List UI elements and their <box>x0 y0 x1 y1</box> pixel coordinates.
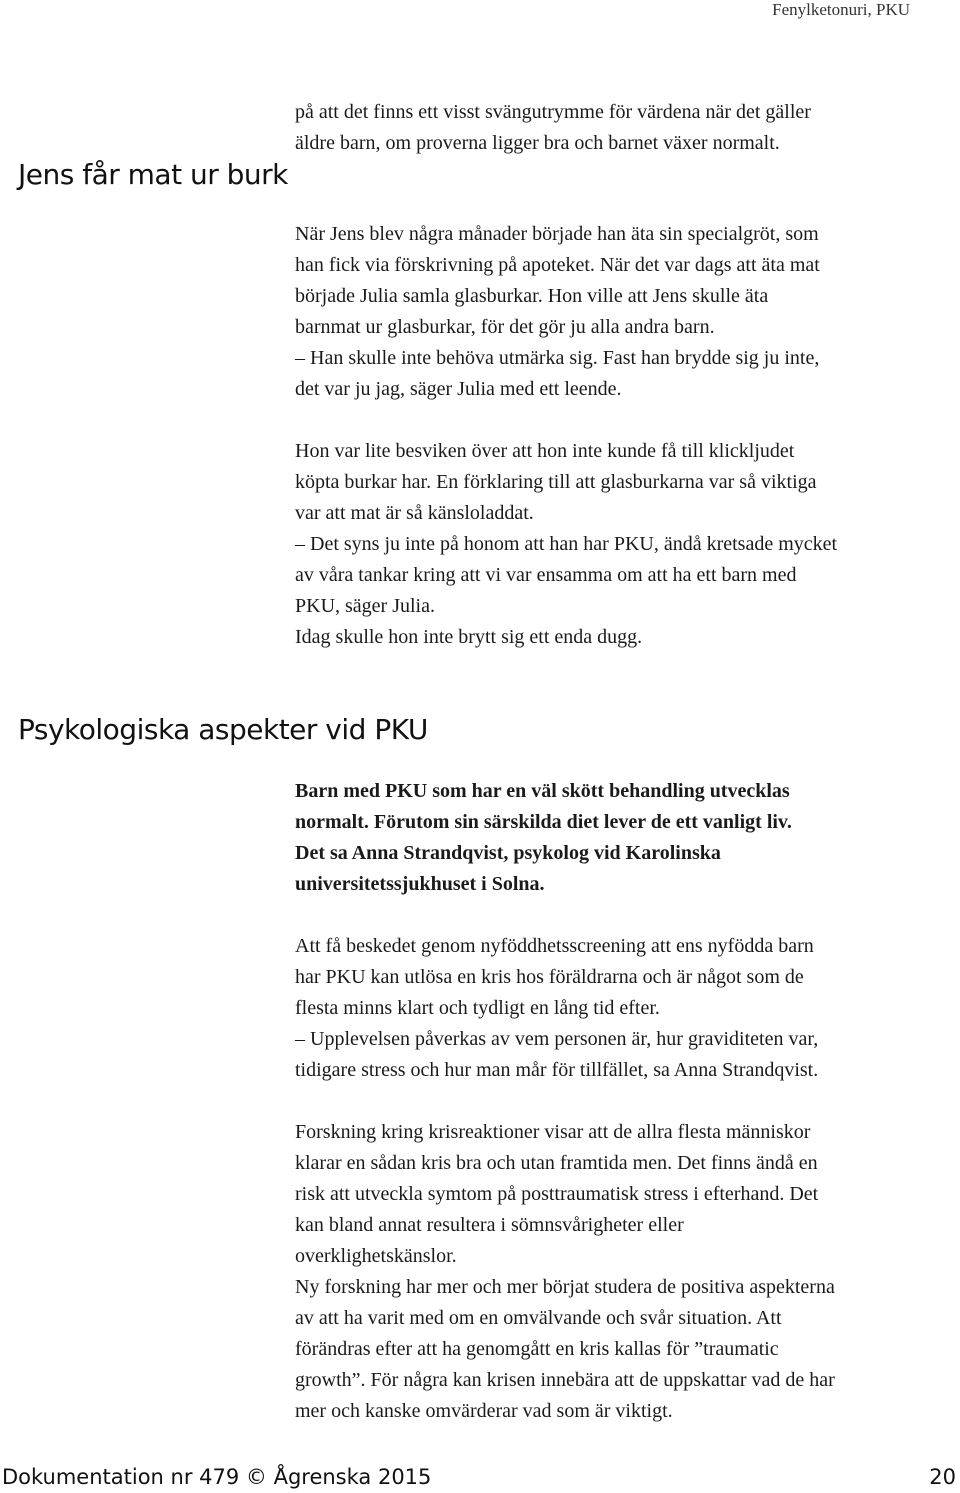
text-line: har PKU kan utlösa en kris hos föräldrarna och är något som de <box>295 966 804 988</box>
text-line: Ny forskning har mer och mer börjat studera de positiva aspekterna <box>295 1276 835 1298</box>
text-line: flesta minns klart och tydligt en lång tid efter. <box>295 997 660 1019</box>
lead-paragraph <box>295 776 935 900</box>
text-line: av våra tankar kring att vi var ensamma om att ha ett barn med <box>295 564 797 586</box>
text-line: mer och kanske omvärderar vad som är viktigt. <box>295 1400 673 1422</box>
text-line: – Han skulle inte behöva utmärka sig. Fast han brydde sig ju inte, <box>295 347 820 369</box>
text-line: – Det syns ju inte på honom att han har PKU, ändå kretsade mycket <box>295 533 838 555</box>
text-line: risk att utveckla symtom på posttraumatisk stress i efterhand. Det <box>295 1183 819 1205</box>
text-line: – Upplevelsen påverkas av vem personen är, hur graviditeten var, <box>295 1028 819 1050</box>
text-line: kan bland annat resultera i sömnsvårigheter eller <box>295 1214 684 1236</box>
text-line: förändras efter att ha genomgått en kris kallas för ”traumatic <box>295 1338 779 1360</box>
running-header: Fenylketonuri, PKU <box>772 0 910 19</box>
text-line: äldre barn, om proverna ligger bra och barnet växer normalt. <box>295 132 780 154</box>
text-line: overklighetskänslor. <box>295 1245 457 1267</box>
text-line: köpta burkar har. En förklaring till att glasburkarna var så viktiga <box>295 471 817 493</box>
text-line: Idag skulle hon inte brytt sig ett enda dugg. <box>295 626 643 648</box>
text-line: klarar en sådan kris bra och utan framtida men. Det finns ändå en <box>295 1152 818 1174</box>
text-line: universitetssjukhuset i Solna. <box>295 873 545 895</box>
text-line: Barn med PKU som har en väl skött behandling utvecklas <box>295 780 790 802</box>
paragraph <box>295 97 935 159</box>
text-line: PKU, säger Julia. <box>295 595 435 617</box>
text-line: growth”. För några kan krisen innebära att de uppskattar vad de har <box>295 1369 835 1391</box>
footer-document-label: Dokumentation nr 479 © Ågrenska 2015 <box>2 1465 432 1489</box>
text-line: barnmat ur glasburkar, för det gör ju alla andra barn. <box>295 316 715 338</box>
paragraph <box>295 436 935 653</box>
paragraph <box>295 931 935 1086</box>
text-line: Hon var lite besviken över att hon inte kunde få till klickljudet <box>295 440 795 462</box>
text-line: Forskning kring krisreaktioner visar att de allra flesta människor <box>295 1121 811 1143</box>
text-line: på att det finns ett visst svängutrymme för värdena när det gäller <box>295 101 811 123</box>
text-line: När Jens blev några månader började han äta sin specialgröt, som <box>295 223 819 245</box>
text-line: tidigare stress och hur man mår för tillfället, sa Anna Strandqvist. <box>295 1059 819 1081</box>
text-line: Att få beskedet genom nyföddhetsscreening att ens nyfödda barn <box>295 935 814 957</box>
text-line: han fick via förskrivning på apoteket. När det var dags att äta mat <box>295 254 820 276</box>
section-heading-psykologiska: Psykologiska aspekter vid PKU <box>18 713 428 746</box>
section-heading-jens: Jens får mat ur burk <box>18 158 288 191</box>
paragraph <box>295 1117 935 1427</box>
footer-page-number: 20 <box>929 1465 956 1489</box>
text-line: Det sa Anna Strandqvist, psykolog vid Karolinska <box>295 842 721 864</box>
text-line: var att mat är så känsloladdat. <box>295 502 534 524</box>
text-line: det var ju jag, säger Julia med ett leende. <box>295 378 622 400</box>
text-line: av att ha varit med om en omvälvande och svår situation. Att <box>295 1307 782 1329</box>
text-line: normalt. Förutom sin särskilda diet lever de ett vanligt liv. <box>295 811 792 833</box>
text-line: började Julia samla glasburkar. Hon ville att Jens skulle äta <box>295 285 769 307</box>
paragraph <box>295 219 935 405</box>
